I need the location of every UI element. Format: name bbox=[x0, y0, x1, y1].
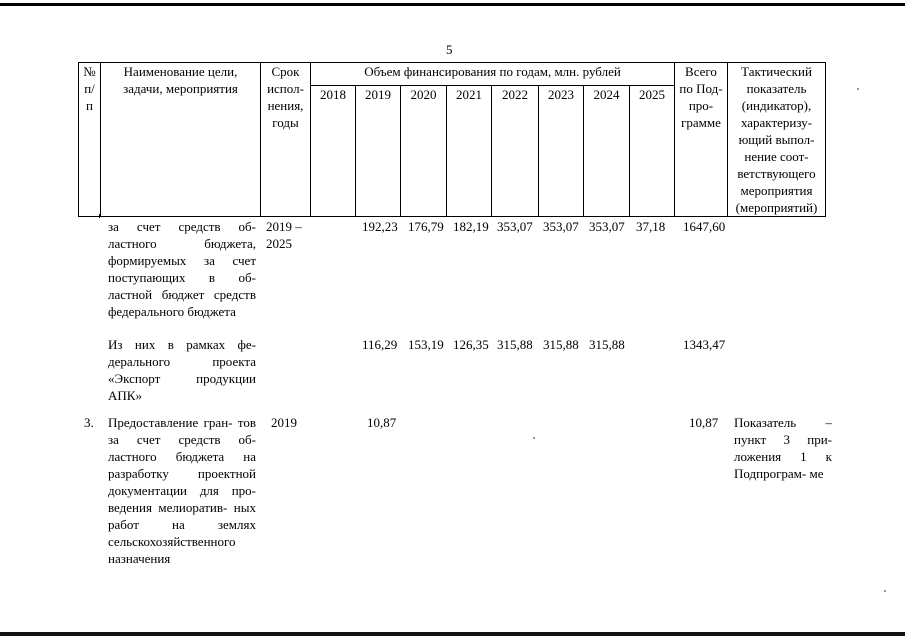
row-term: 2019 bbox=[271, 415, 297, 430]
header-year: 2020 bbox=[401, 86, 447, 217]
header-year: 2024 bbox=[584, 86, 630, 217]
row-value-2023: 353,07 bbox=[543, 219, 579, 234]
row-value-2021: 126,35 bbox=[453, 337, 489, 352]
row-num: 3. bbox=[84, 415, 94, 430]
row-value-2020: 153,19 bbox=[408, 337, 444, 352]
header-year: 2022 bbox=[492, 86, 539, 217]
row-total: 1647,60 bbox=[683, 219, 726, 234]
row-value-2024: 353,07 bbox=[589, 219, 625, 234]
row-value-2019: 10,87 bbox=[367, 415, 397, 430]
header-year: 2018 bbox=[311, 86, 356, 217]
row-name: Предоставление гран- тов за счет средств об- ластного бюджета на разработку проектной документации для про- ведения мелиоратив- ных работ на землях сельскохозяйственного назначения bbox=[108, 415, 256, 566]
header-indicator: Тактический показатель (индикатор), характеризу- ющий выпол- нение соот- ветствующего мероприятия (мероприятий) bbox=[728, 63, 826, 217]
row-value-2019: 116,29 bbox=[362, 337, 398, 352]
header-year: 2019 bbox=[356, 86, 401, 217]
row-total: 10,87 bbox=[689, 415, 719, 430]
header-year: 2023 bbox=[539, 86, 584, 217]
row-term: 2019 – 2025 bbox=[266, 219, 302, 251]
page-number: 5 bbox=[446, 42, 453, 57]
row-value-2019: 192,23 bbox=[362, 219, 398, 234]
scan-speck bbox=[884, 590, 886, 592]
table-border-line bbox=[99, 214, 100, 218]
row-value-2024: 315,88 bbox=[589, 337, 625, 352]
header-year: 2021 bbox=[447, 86, 492, 217]
row-value-2020: 176,79 bbox=[408, 219, 444, 234]
header-funding: Объем финансирования по годам, млн. рублей bbox=[311, 63, 675, 86]
header-total: Всего по Под- про- грамме bbox=[675, 63, 728, 217]
row-indicator: Показатель – пункт 3 при- ложения 1 к Подпрограм- ме bbox=[734, 415, 832, 481]
row-value-2025: 37,18 bbox=[636, 219, 666, 234]
row-name: Из них в рамках фе- дерального проекта «Экспорт продукции АПК» bbox=[108, 337, 256, 403]
row-name: за счет средств об- ластного бюджета, формируемых за счет поступающих в об- ластной бюджет средств федерального бюджета bbox=[108, 219, 256, 319]
scan-speck bbox=[857, 88, 859, 90]
table-header bbox=[78, 62, 826, 217]
header-name: Наименование цели, задачи, мероприятия bbox=[101, 63, 261, 217]
scan-speck bbox=[533, 437, 535, 439]
row-value-2022: 315,88 bbox=[497, 337, 533, 352]
header-num: № п/п bbox=[79, 63, 101, 217]
row-value-2022: 353,07 bbox=[497, 219, 533, 234]
row-total: 1343,47 bbox=[683, 337, 726, 352]
header-year: 2025 bbox=[630, 86, 675, 217]
scan-border-bottom bbox=[0, 632, 905, 636]
scan-border-top bbox=[0, 3, 905, 6]
row-value-2023: 315,88 bbox=[543, 337, 579, 352]
header-term: Срок испол- нения, годы bbox=[261, 63, 311, 217]
row-value-2021: 182,19 bbox=[453, 219, 489, 234]
